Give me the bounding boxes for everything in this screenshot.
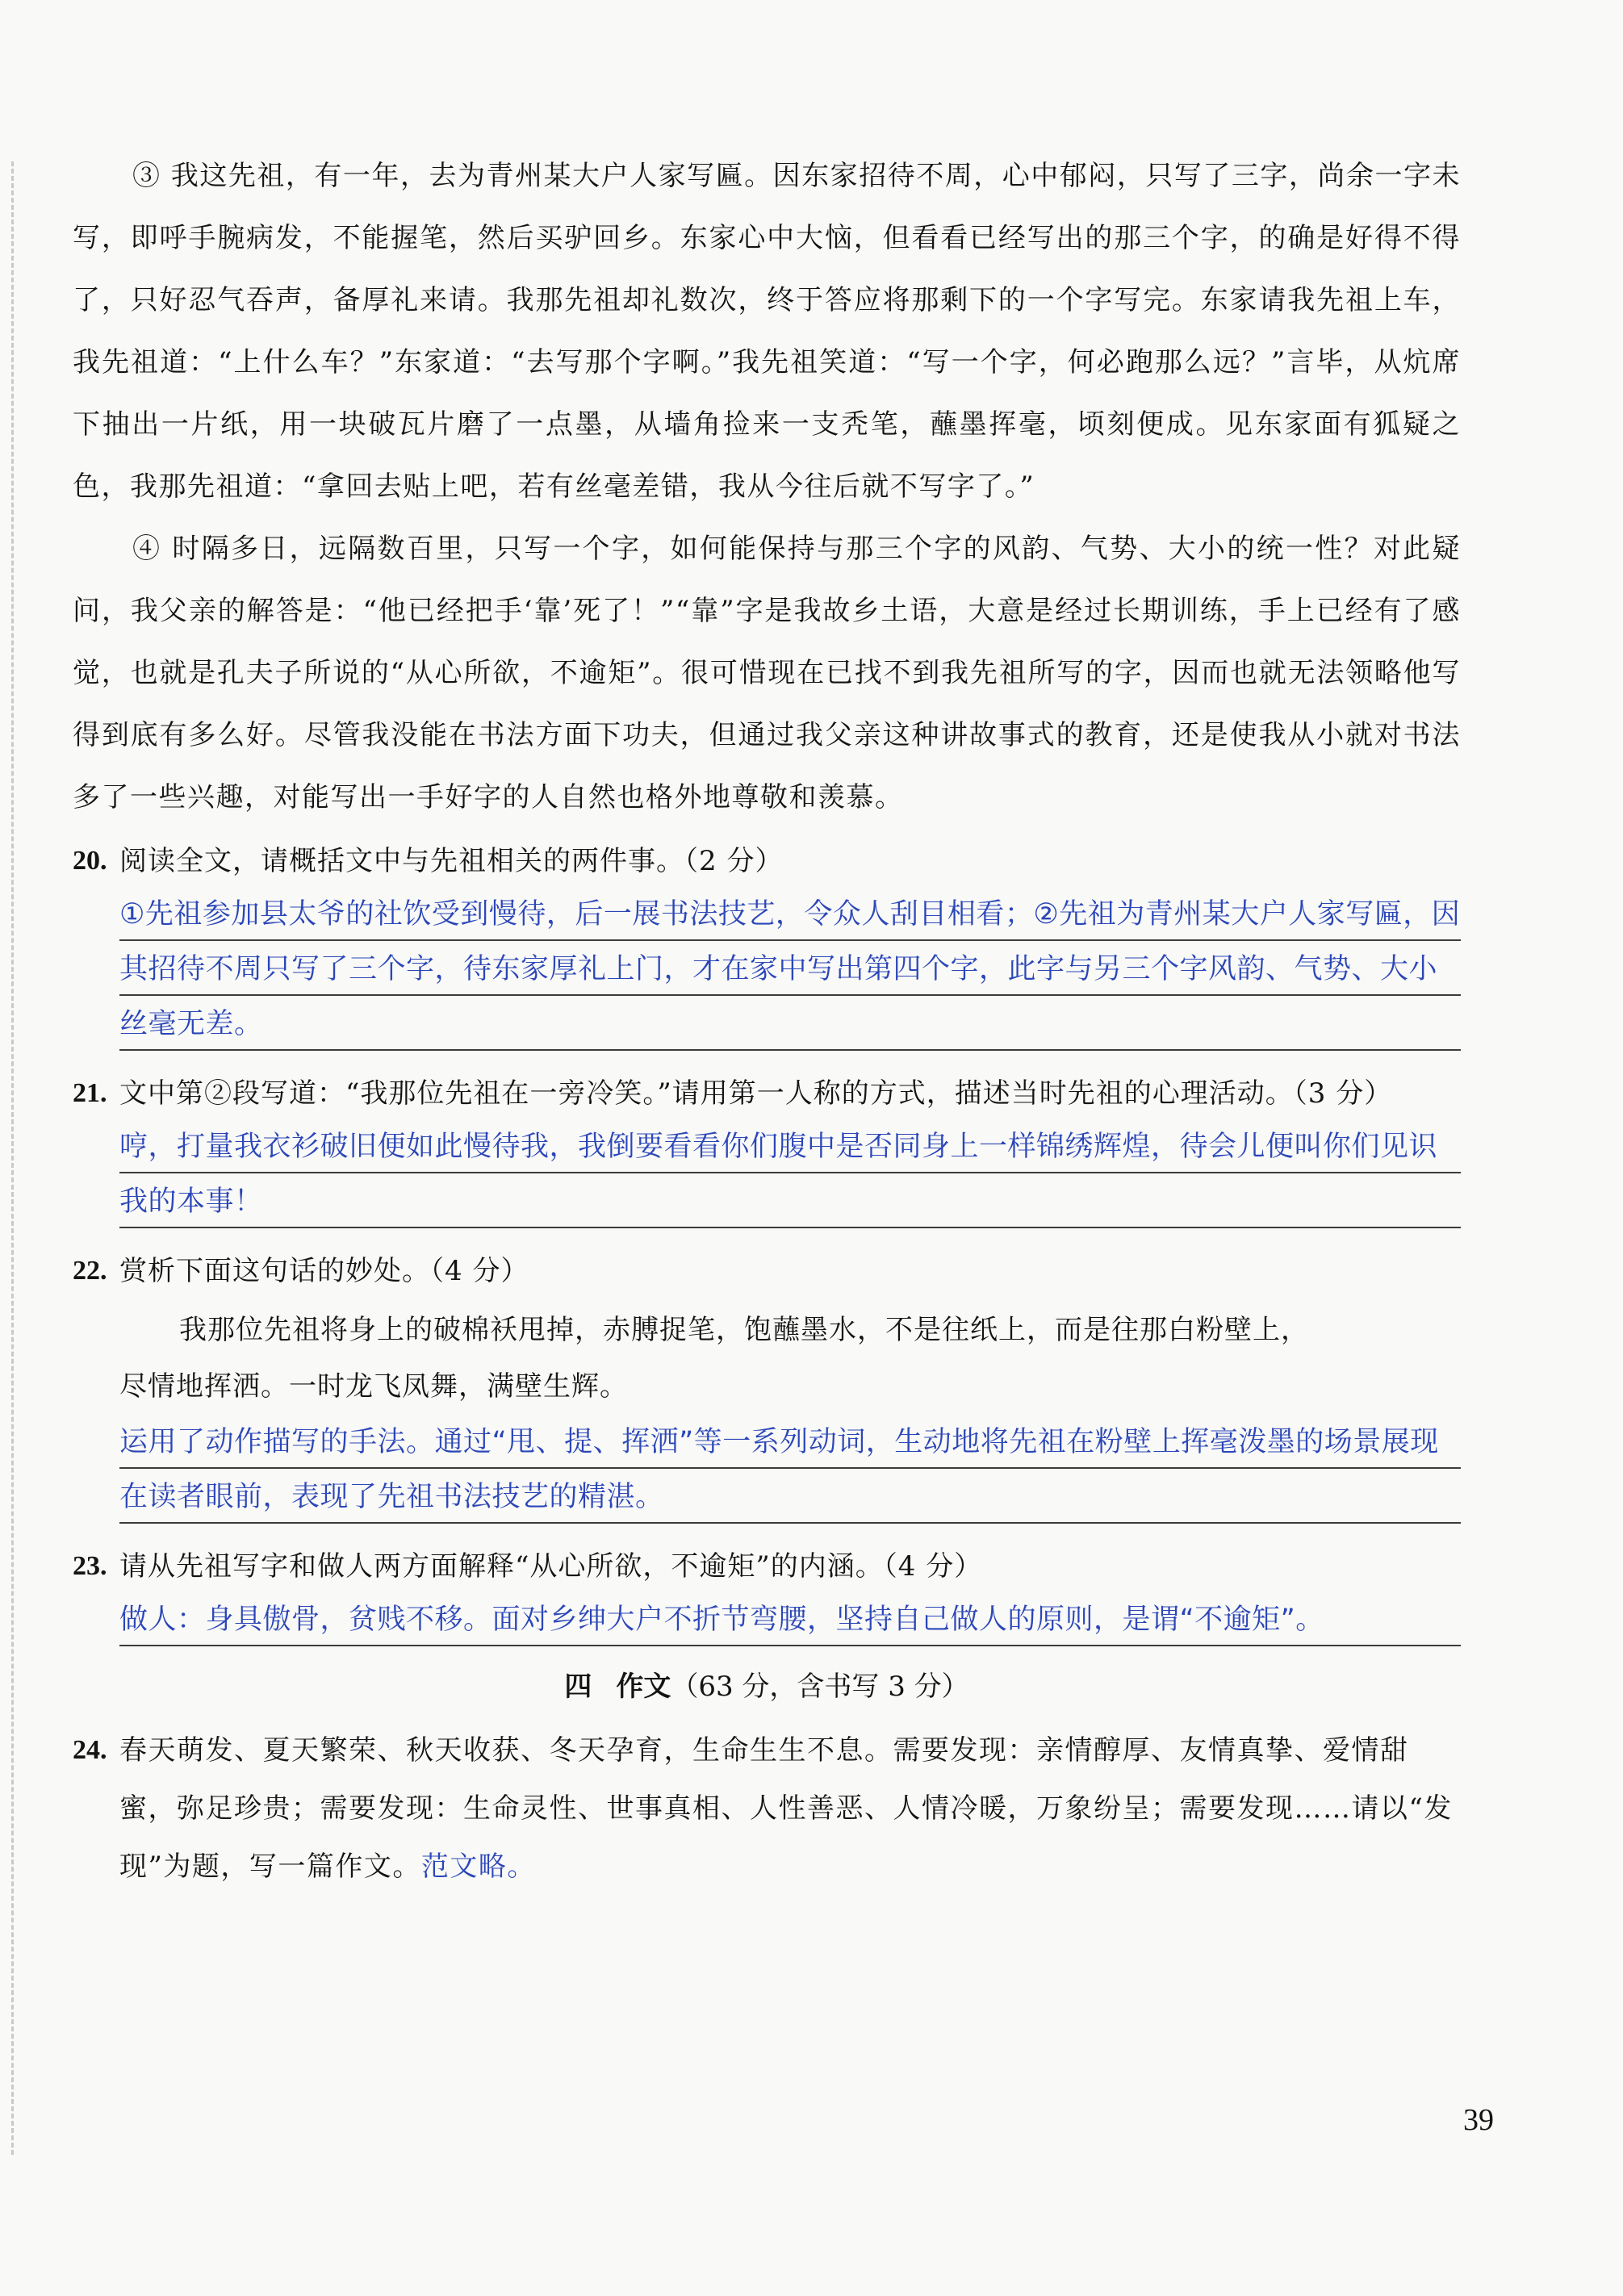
page-content — [73, 145, 1461, 1896]
passage-paragraph-3: ③ 我这先祖，有一年，去为青州某大户人家写匾。因东家招待不周，心中郁闷，只写了三字，尚余一字未写，即呼手腕病发，不能握笔，然后买驴回乡。东家心中大恼，但看看已经写出的那三个字，的确是好得不得了，只好忍气吞声，备厚礼来请。我那先祖却礼数次，终于答应将那剩下的一个字写完。东家请我先祖上车，我先祖道：“上什么车？”东家道：“去写那个字啊。”我先祖笑道：“写一个字，何必跑那么远？”言毕，从炕席下抽出一片纸，用一块破瓦片磨了一点墨，从墙角捡来一支秃笔，蘸墨挥毫，顷刻便成。见东家面有狐疑之色，我那先祖道：“拿回去贴上吧，若有丝毫差错，我从今往后就不写字了。” — [73, 160, 1461, 503]
section-heading — [73, 1658, 1461, 1715]
answer-text: ①先祖参加县太爷的社饮受到慢待，后一展书法技艺，令众人刮目相看；②先祖为青州某大户人家写匾，因其招待不周只写了三个字，待东家厚礼上门，才在家中写出第四个字，此字与另三个字风韵、气势、大小丝毫无差。 — [119, 887, 1461, 1052]
question-text: 请从先祖写字和做人两方面解释“从心所欲，不逾矩”的内涵。（4 分） — [119, 1550, 983, 1583]
question-20 — [73, 835, 1461, 1052]
question-text: 文中第②段写道：“我那位先祖在一旁冷笑。”请用第一人称的方式，描述当时先祖的心理活动。（3 分） — [119, 1077, 1393, 1110]
section-title: 作文 — [616, 1671, 671, 1703]
quoted-sentence: 我那位先祖将身上的破棉袄甩掉，赤膊捉笔，饱蘸墨水，不是往纸上，而是往那白粉壁上， — [179, 1314, 1309, 1346]
page-number: 39 — [1463, 2103, 1494, 2137]
question-23 — [73, 1541, 1461, 1647]
question-number: 24. — [73, 1735, 107, 1765]
binding-margin-line — [11, 161, 14, 2155]
question-number: 20. — [73, 846, 107, 876]
question-21 — [73, 1068, 1461, 1229]
question-number: 22. — [73, 1256, 107, 1286]
section-number: 四 — [564, 1671, 592, 1703]
question-text: 赏析下面这句话的妙处。（4 分） — [119, 1255, 529, 1287]
question-number: 21. — [73, 1078, 107, 1108]
question-22 — [73, 1245, 1461, 1524]
quoted-sentence-continued: 尽情地挥洒。一时龙飞凤舞，满壁生辉。 — [119, 1370, 628, 1403]
answer-text: 哼，打量我衣衫破旧便如此慢待我，我倒要看看你们腹中是否同身上一样锦绣辉煌，待会儿便叫你们见识我的本事！ — [119, 1119, 1461, 1229]
question-24 — [73, 1721, 1461, 1896]
passage-paragraph-4: ④ 时隔多日，远隔数百里，只写一个字，如何能保持与那三个字的风韵、气势、大小的统一性？对此疑问，我父亲的解答是：“他已经把手‘靠’死了！”“靠”字是我故乡土语，大意是经过长期训练，手上已经有了感觉，也就是孔夫子所说的“从心所欲，不逾矩”。很可惜现在已找不到我先祖所写的字，因而也就无法领略他写得到底有多么好。尽管我没能在书法方面下功夫，但通过我父亲这种讲故事式的教育，还是使我从小就对书法多了一些兴趣，对能写出一手好字的人自然也格外地尊敬和羡慕。 — [73, 533, 1461, 813]
essay-prompt-text: 春天萌发、夏天繁荣、秋天收获、冬天孕育，生命生生不息。需要发现：亲情醇厚、友情真挚、爱情甜蜜，弥足珍贵；需要发现：生命灵性、世事真相、人性善恶、人情冷暖，万象纷呈；需要发现……请以“发现”为题，写一篇作文。 — [119, 1734, 1453, 1883]
question-text: 阅读全文，请概括文中与先祖相关的两件事。（2 分） — [119, 845, 784, 877]
answer-text: 运用了动作描写的手法。通过“甩、提、挥洒”等一系列动词，生动地将先祖在粉壁上挥毫泼墨的场景展现在读者眼前，表现了先祖书法技艺的精湛。 — [119, 1415, 1461, 1524]
section-score: （63 分，含书写 3 分） — [671, 1671, 969, 1703]
answer-text: 做人：身具傲骨，贫贱不移。面对乡绅大户不折节弯腰，坚持自己做人的原则，是谓“不逾矩”。 — [119, 1592, 1461, 1647]
question-number: 23. — [73, 1551, 107, 1581]
essay-note: 范文略。 — [420, 1851, 536, 1883]
essay-prompt — [119, 1721, 1461, 1896]
